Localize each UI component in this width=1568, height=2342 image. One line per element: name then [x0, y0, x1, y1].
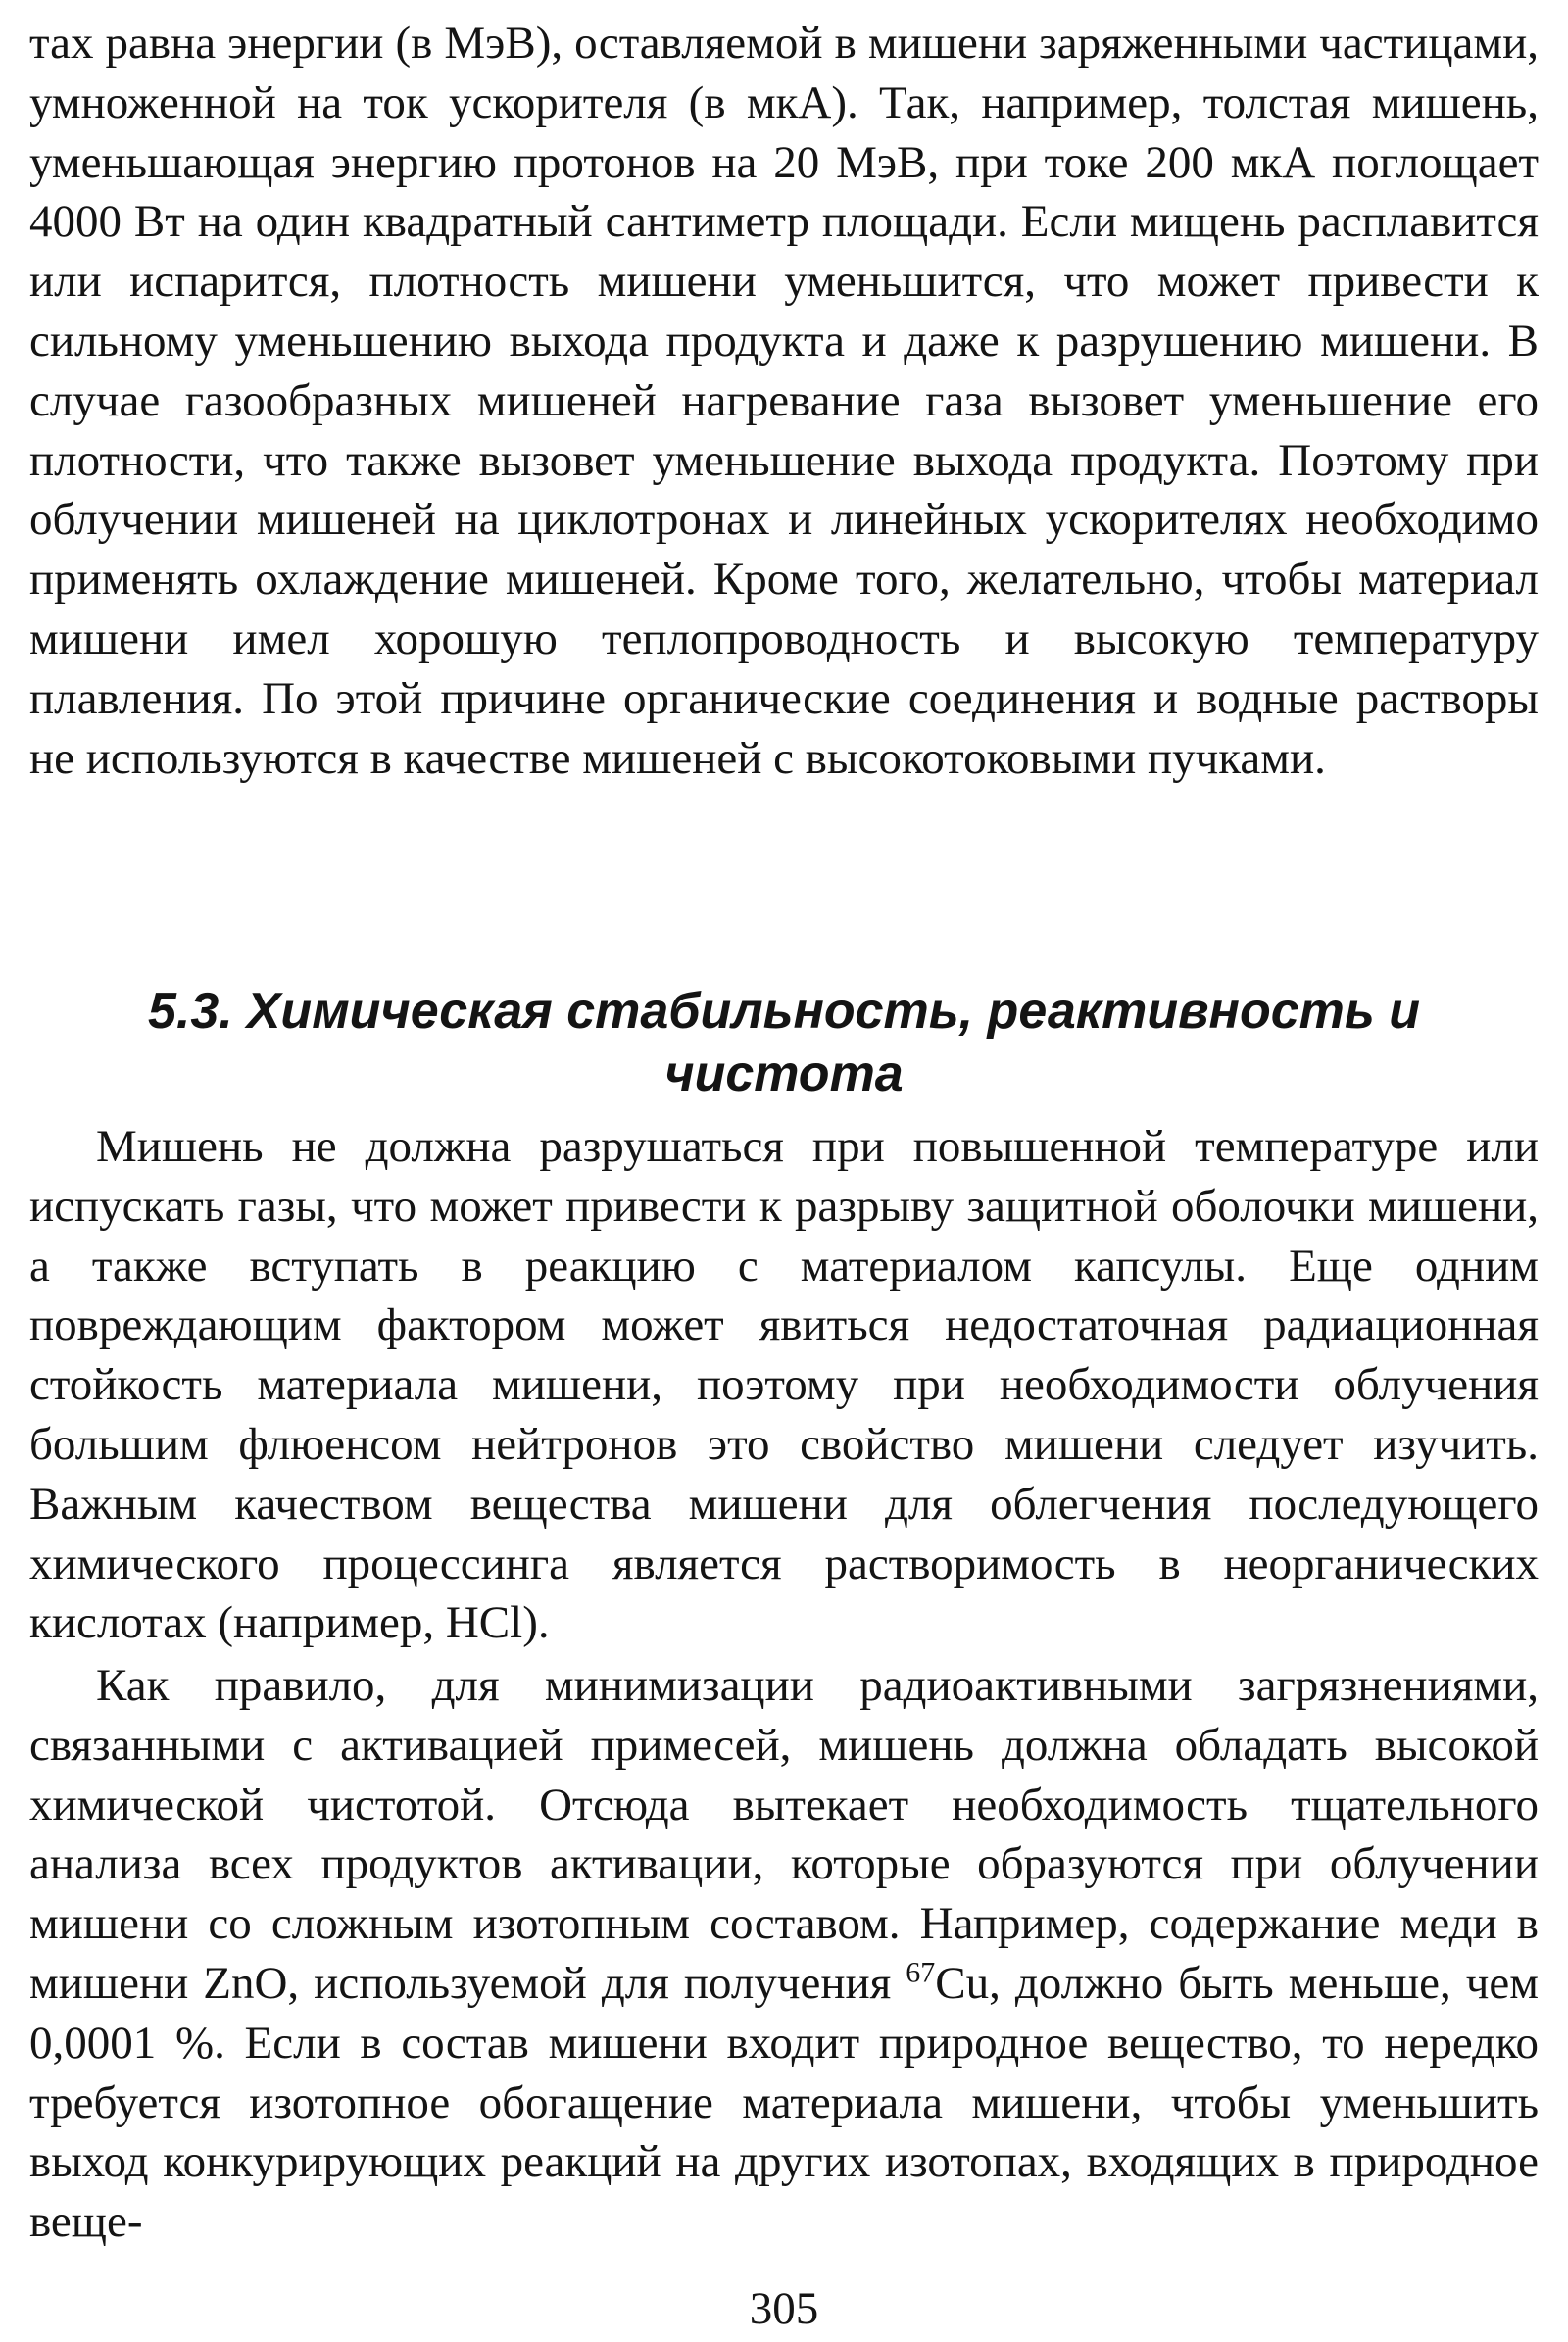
- page-number: 305: [749, 2283, 819, 2334]
- purity-text-end: , должно быть меньше, чем 0,0001 %. Если в состав мишени входит природное вещество, то нередко требуется изотопное обогащение материала мишени, чтобы уменьшить выход конкурирующих реакций на других изотопах, входящих в природное веще-: [29, 1957, 1539, 2248]
- isotope-symbol: Cu: [935, 1957, 990, 2009]
- section-title: Химическая стабильность, реактивность и чистота: [246, 983, 1420, 1102]
- section-heading: [29, 980, 1539, 1105]
- paragraph-chemical-purity: [29, 1656, 1539, 2252]
- book-page: [29, 10, 1539, 2332]
- paragraph-chemical-stability: Мишень не должна разрушаться при повышенной температуре или испускать газы, что может привести к разрыву защитной оболочки мишени, а также вступать в реакцию с материалом капсулы. Еще одним повреждающим фактором может явиться недостаточная радиационная стойкость материала мишени, поэтому при необходимости облучения большим флюенсом нейтронов это свойство мишени следует изучить. Важным качеством вещества мишени для облегчения последующего химического процессинга является растворимость в неорганических кислотах (например, HCl).: [29, 1121, 1539, 1649]
- section-number: 5.3.: [148, 983, 233, 1040]
- isotope-mass-number: 67: [906, 1956, 936, 1989]
- purity-text-start: Как правило, для минимизации радиоактивными загрязнениями, связанными с активацией примесей, мишень должна обладать высокой химической чистотой. Отсюда вытекает необходимость тщательного анализа всех продуктов активации, которые образуются при облучении мишени со сложным изотопным составом. Например, содержание меди в мишени ZnO, используемой для получения: [29, 1660, 1539, 2009]
- paragraph-target-heating: тах равна энергии (в МэВ), оставляемой в мишени заряженными частицами, умноженной на ток ускорителя (в мкА). Так, например, толстая мишень, уменьшающая энергию протонов на 20 МэВ, при токе 200 мкА поглощает 4000 Вт на один квадратный сантиметр площади. Если мищень расплавится или испарится, плотность мишени уменьшится, что может привести к сильному уменьшению выхода продукта и даже к разрушению мишени. В случае газообразных мишеней нагревание газа вызовет уменьшение его плотности, что также вызовет уменьшение выхода продукта. Поэтому при облучении мишеней на циклотронах и линейных ускорителях необходимо применять охлаждение мишеней. Кроме того, желательно, чтобы материал мишени имел хорошую теплопроводность и высокую температуру плавления. По этой причине органические соединения и водные растворы не используются в качестве мишеней с высокотоковыми пучками.: [29, 18, 1539, 784]
